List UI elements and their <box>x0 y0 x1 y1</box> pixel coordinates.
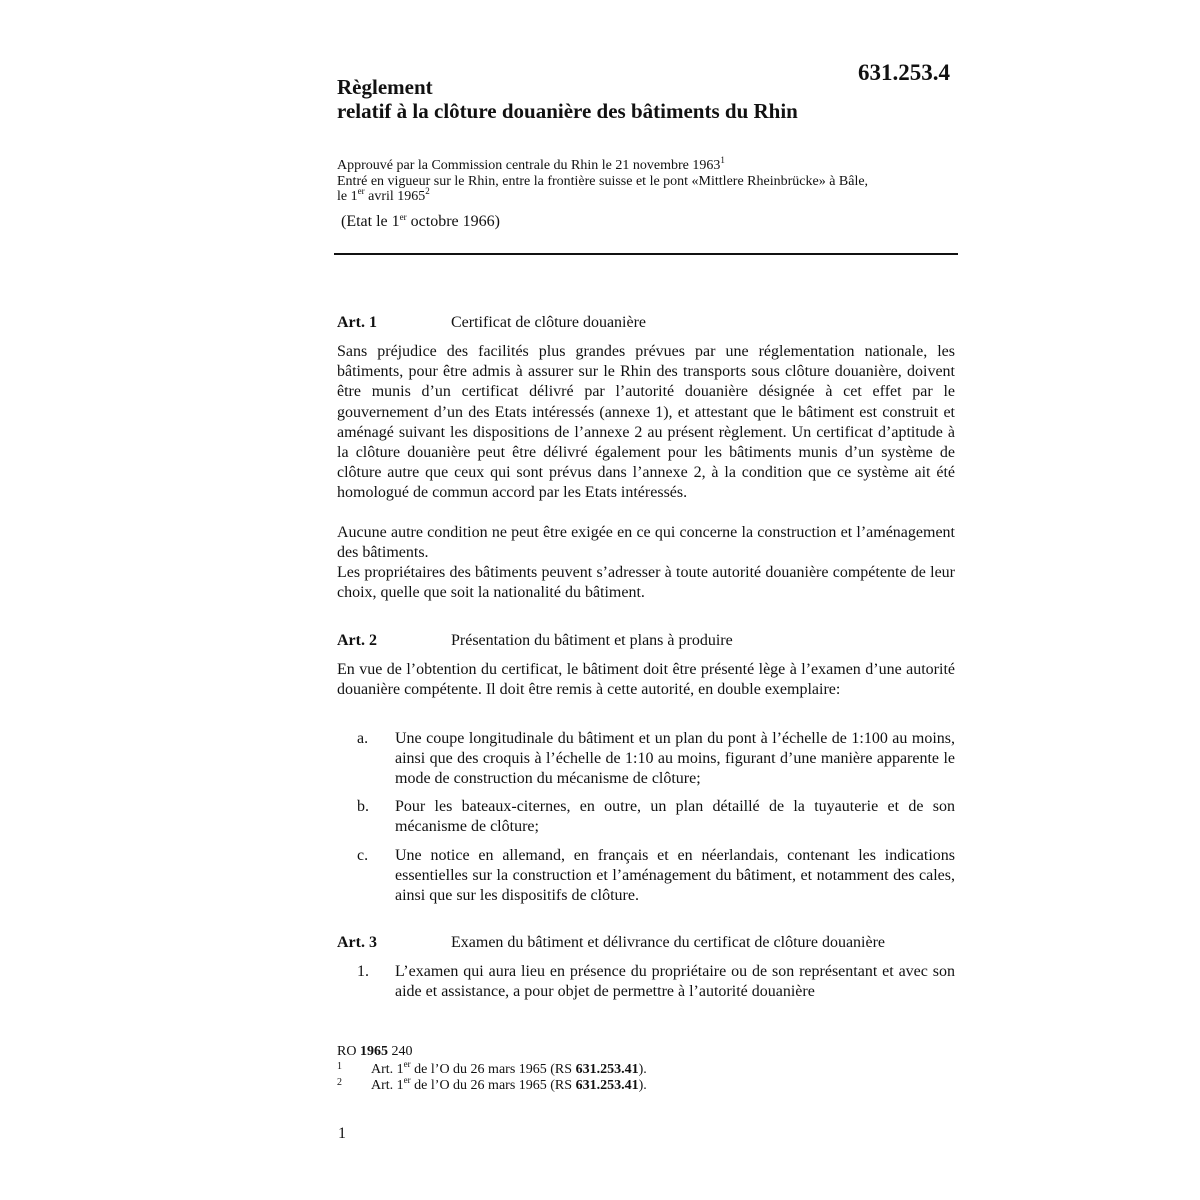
article-number: Art. 3 <box>337 934 377 951</box>
fn-text-c: ). <box>638 1062 647 1077</box>
ro-prefix: RO <box>337 1044 360 1059</box>
fn-text-a: Art. 1 <box>371 1062 404 1077</box>
list-item <box>337 962 955 1002</box>
fn-ref-link[interactable]: 631.253.41 <box>575 1062 639 1077</box>
article-number: Art. 1 <box>337 314 377 331</box>
fn-text-b: de l’O du 26 mars 1965 (RS <box>410 1078 576 1093</box>
footnote-ref-1[interactable]: 1 <box>720 155 725 165</box>
approval-line-1 <box>337 155 957 174</box>
fn-sup: er <box>403 1075 411 1085</box>
approval-line-2: Entré en vigueur sur le Rhin, entre la frontière suisse et le pont «Mittlere Rheinbrücke» à Bâle, <box>337 173 869 189</box>
title-line-1: Règlement <box>337 75 433 99</box>
article-1-paragraph-3: Les propriétaires des bâtiments peuvent s’adresser à toute autorité douanière compétente de leur choix, quelle que soit la nationalité du bâtiment. <box>337 564 955 602</box>
article-title: Examen du bâtiment et délivrance du certificat de clôture douanière <box>451 934 886 951</box>
title-line-2: relatif à la clôture douanière des bâtiments du Rhin <box>337 99 798 123</box>
fn-ref-link[interactable]: 631.253.41 <box>575 1078 639 1093</box>
list-item-text: Une notice en allemand, en français et en néerlandais, contenant les indications essentielles sur la construction et l’aménagement du bâtiment, et notamment des cales, ainsi que sur les dispositifs de clôture. <box>395 847 955 905</box>
ro-page: 240 <box>387 1044 413 1059</box>
footnote-1 <box>337 1059 647 1078</box>
footnote-2 <box>337 1075 647 1094</box>
approval-date-sup: er <box>357 186 365 196</box>
state-b: octobre 1966) <box>406 213 500 230</box>
list-item-label: 1. <box>357 963 369 980</box>
list-item <box>337 729 955 790</box>
article-1-paragraph-2: Aucune autre condition ne peut être exigée en ce qui concerne la construction et l’aménagement des bâtiments. <box>337 524 955 562</box>
fn-text-c: ). <box>638 1078 647 1093</box>
approval-date-b: avril 1965 <box>364 189 426 204</box>
footnote-number: 1 <box>337 1061 342 1072</box>
list-item-text: L’examen qui aura lieu en présence du propriétaire ou de son représentant et avec son aide et assistance, a pour objet de permettre à l’autorité douanière <box>395 963 955 1001</box>
footnote-text <box>371 1059 647 1078</box>
list-item-label: a. <box>357 730 369 747</box>
page-number: 1 <box>338 1125 346 1142</box>
list-item-text: Une coupe longitudinale du bâtiment et un plan du pont à l’échelle de 1:100 au moins, ainsi que des croquis à l’échelle de 1:10 au moins, figurant d’une manière apparente le mode de construction du mécanisme de clôture; <box>395 730 955 788</box>
fn-sup: er <box>403 1059 411 1069</box>
fn-text-b: de l’O du 26 mars 1965 (RS <box>410 1062 576 1077</box>
article-title: Certificat de clôture douanière <box>451 314 647 331</box>
approval-date-a: le 1 <box>337 189 358 204</box>
list-item-label: c. <box>357 847 369 864</box>
article-1-paragraph-1: Sans préjudice des facilités plus grandes prévues par une réglementation nationale, les bâtiments, pour être admis à assurer sur le Rhin des transports sous clôture douanière, doivent être munis d’un certificat délivré par l’autorité douanière désignée à cet effet par le gouvernement d’un des Etats intéressés (annexe 1), et attestant que le bâtiment est construit et aménagé suivant les dispositions de l’annexe 2 au présent règlement. Un certificat d’aptitude à la clôture douanière peut être délivré également pour les bâtiments munis d’un système de clôture autre que ceux qui sont prévus dans l’annexe 2, à la condition que ce système ait été homologué de commun accord par les Etats intéressés. <box>337 343 955 502</box>
footnotes <box>337 1044 647 1094</box>
article-title: Présentation du bâtiment et plans à produire <box>451 632 733 649</box>
article-number: Art. 2 <box>337 632 377 649</box>
state-a: (Etat le 1 <box>341 213 400 230</box>
ro-reference <box>337 1044 412 1060</box>
state-sup: er <box>399 212 407 222</box>
list-item <box>337 846 955 907</box>
footnote-ref-2[interactable]: 2 <box>425 186 430 196</box>
sr-number: 631.253.4 <box>858 60 950 85</box>
document-title <box>337 75 798 123</box>
approval-line-3 <box>337 186 957 205</box>
list-item-text: Pour les bateaux-citernes, en outre, un plan détaillé de la tuyauterie et de son mécanisme de clôture; <box>395 798 955 836</box>
approval-text: Approuvé par la Commission centrale du Rhin le 21 novembre 1963 <box>337 158 721 173</box>
header-divider <box>334 253 958 255</box>
footnote-number: 2 <box>337 1077 342 1088</box>
fn-text-a: Art. 1 <box>371 1078 404 1093</box>
ro-year: 1965 <box>359 1044 388 1059</box>
list-item-label: b. <box>357 798 369 815</box>
approval-note <box>337 155 957 205</box>
article-2-intro: En vue de l’obtention du certificat, le bâtiment doit être présenté lège à l’examen d’une autorité douanière compétente. Il doit être remis à cette autorité, en double exemplaire: <box>337 661 955 699</box>
footnote-text <box>371 1075 647 1094</box>
state-date <box>341 213 500 231</box>
list-item <box>337 797 955 837</box>
